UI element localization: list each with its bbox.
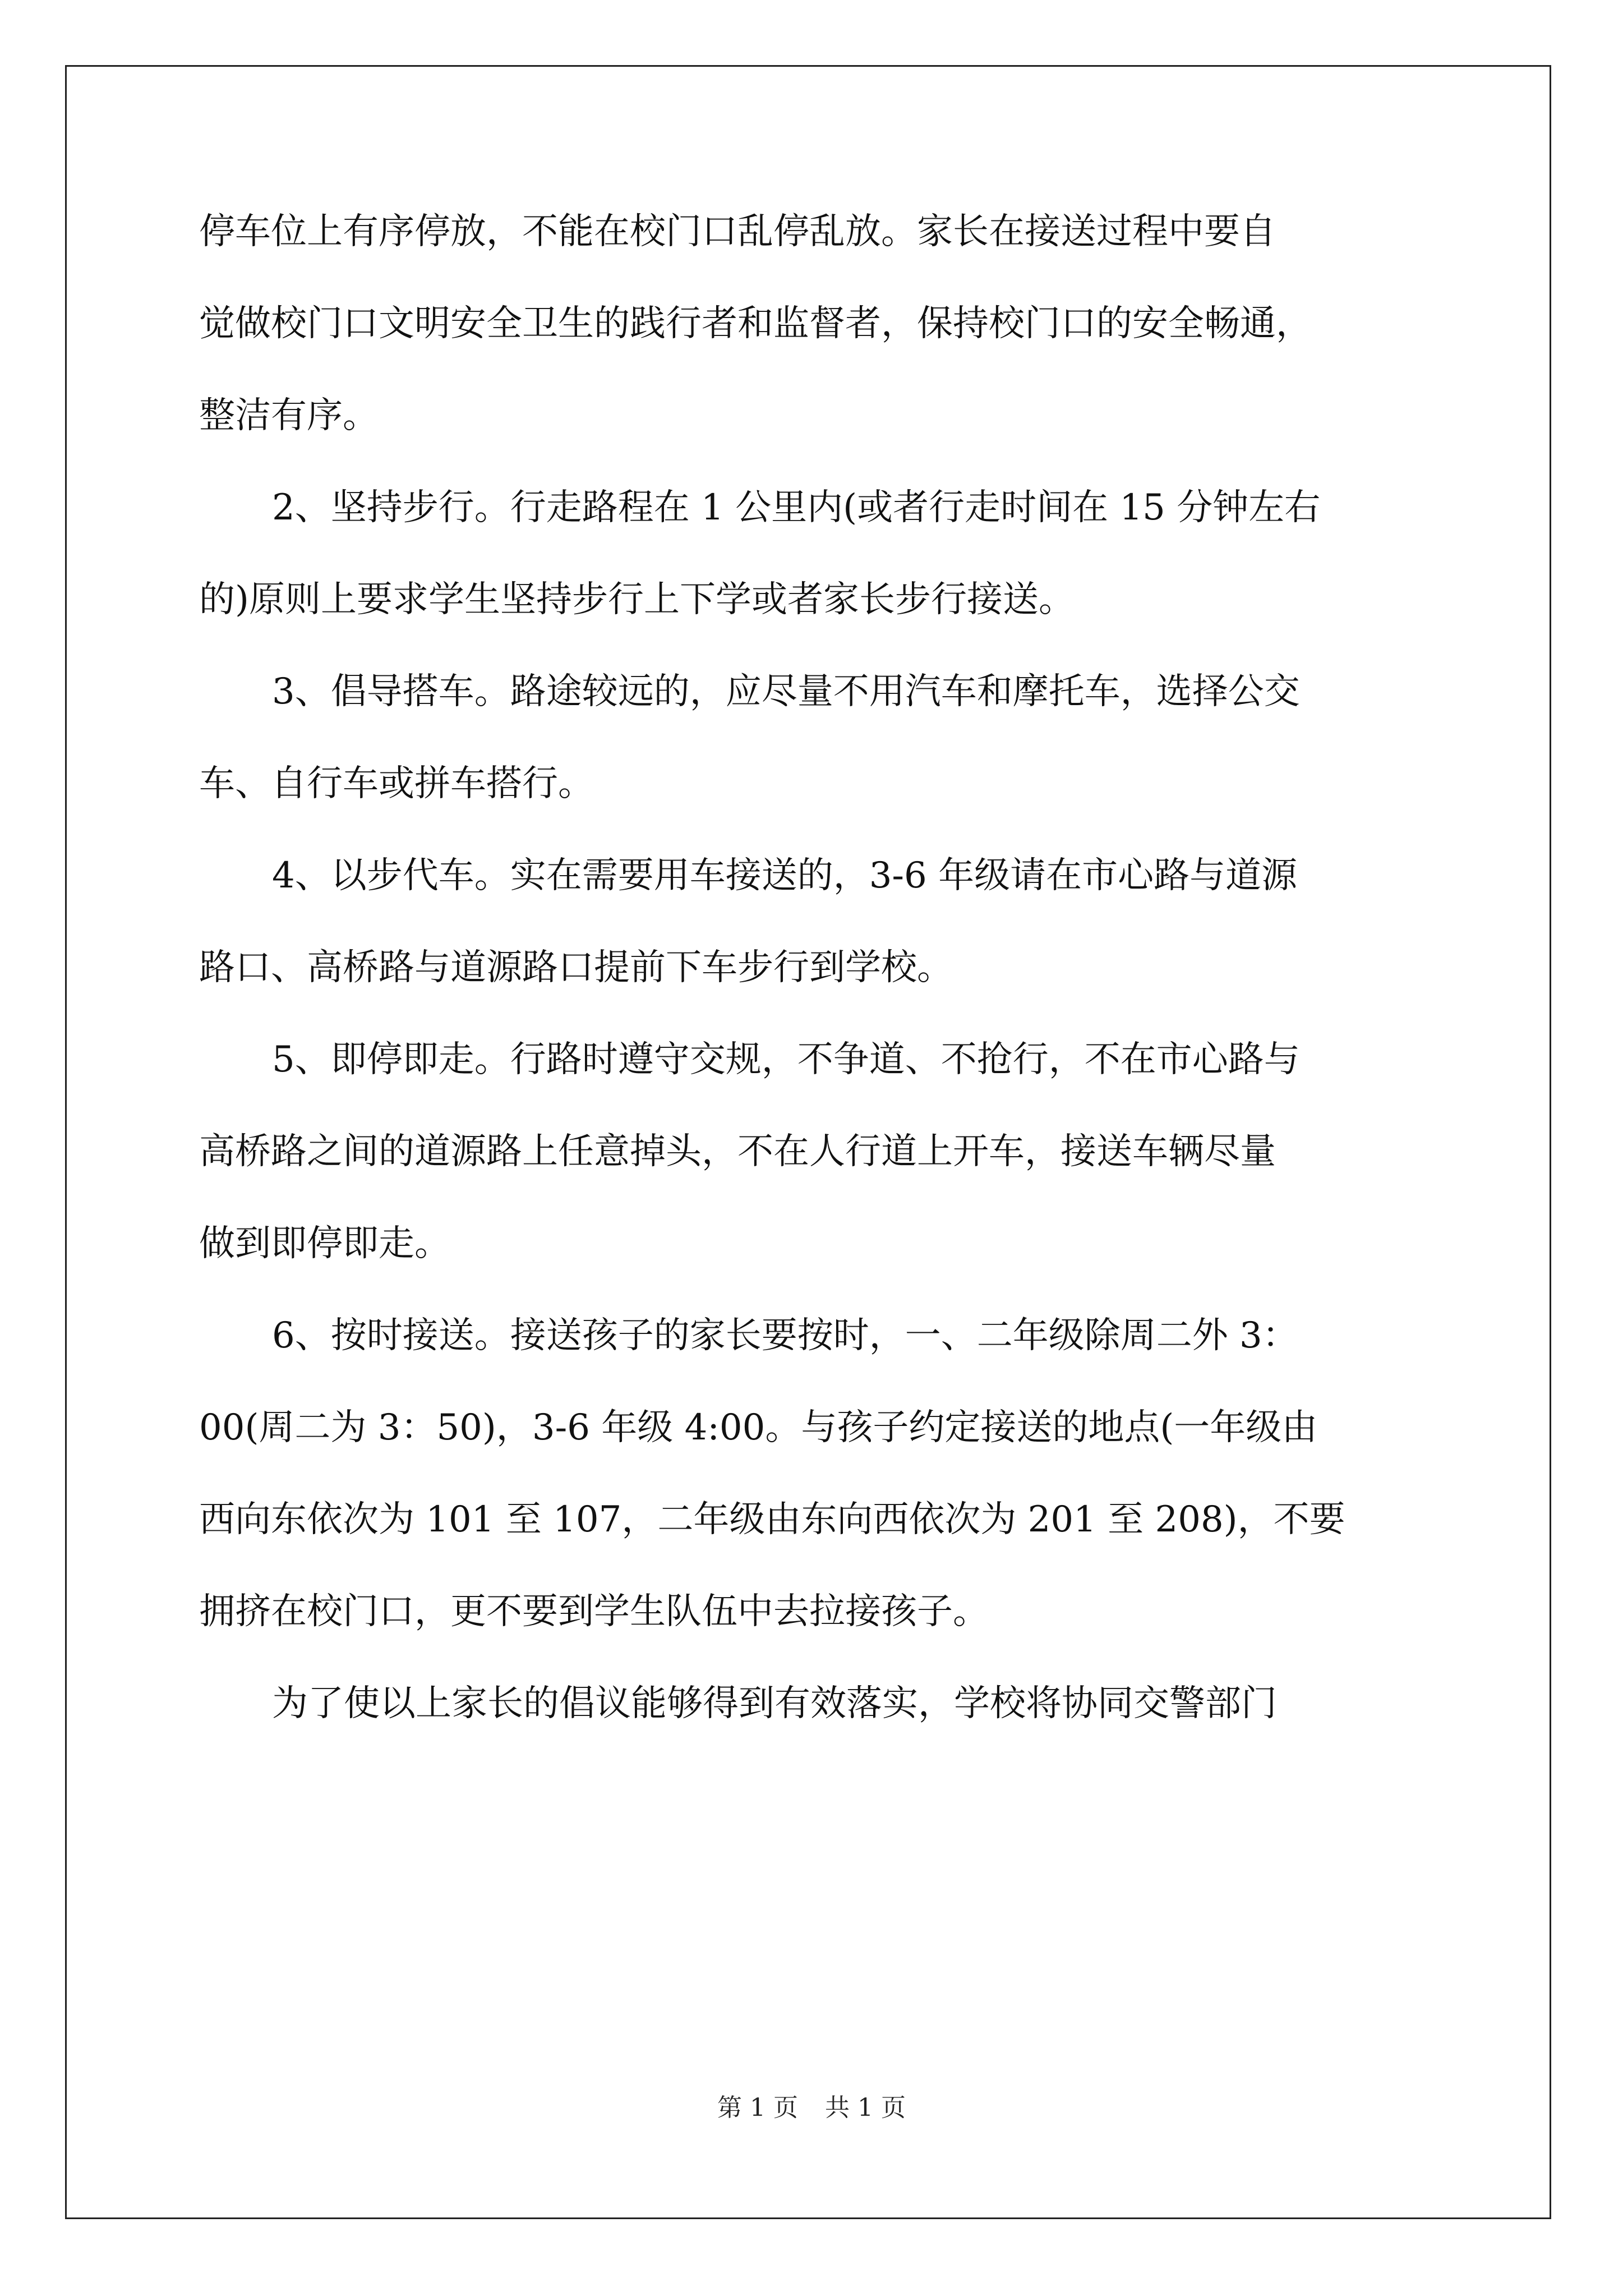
closing-paragraph-line: 为了使以上家长的倡议能够得到有效落实，学校将协同交警部门 bbox=[272, 1683, 1277, 1724]
text-line: 高桥路之间的道源路上任意掉头，不在人行道上开车，接送车辆尽量 bbox=[199, 1131, 1276, 1172]
paragraph-item-2-line: 2、坚持步行。行走路程在 1 公里内(或者行走时间在 15 分钟左右 bbox=[272, 487, 1321, 528]
paragraph-item-3-line: 3、倡导搭车。路途较远的，应尽量不用汽车和摩托车，选择公交 bbox=[272, 671, 1300, 712]
page-total: 共 1 页 bbox=[825, 2093, 906, 2122]
text-line: 停车位上有序停放，不能在校门口乱停乱放。家长在接送过程中要自 bbox=[199, 211, 1276, 252]
document-body bbox=[199, 209, 1430, 1727]
text-line: 做到即停即走。 bbox=[199, 1223, 450, 1264]
text-line: 车、自行车或拼车搭行。 bbox=[199, 763, 594, 804]
text-line: 路口、高桥路与道源路口提前下车步行到学校。 bbox=[199, 947, 953, 988]
text-line: 拥挤在校门口，更不要到学生队伍中去拉接孩子。 bbox=[199, 1591, 989, 1632]
text-line: 00(周二为 3：50)，3-6 年级 4:00。与孩子约定接送的地点(一年级由 bbox=[199, 1407, 1318, 1448]
paragraph-item-6-line: 6、按时接送。接送孩子的家长要按时，一、二年级除周二外 3： bbox=[272, 1315, 1298, 1356]
text-line: 的)原则上要求学生坚持步行上下学或者家长步行接送。 bbox=[199, 579, 1075, 620]
text-line: 整洁有序。 bbox=[199, 395, 379, 436]
paragraph-item-5-line: 5、即停即走。行路时遵守交规，不争道、不抢行，不在市心路与 bbox=[272, 1039, 1300, 1080]
text-line: 西向东依次为 101 至 107，二年级由东向西依次为 201 至 208)，不要 bbox=[199, 1499, 1345, 1540]
text-line: 觉做校门口文明安全卫生的践行者和监督者，保持校门口的安全畅通， bbox=[199, 303, 1312, 344]
page-footer bbox=[0, 2094, 1623, 2122]
paragraph-item-4-line: 4、以步代车。实在需要用车接送的，3-6 年级请在市心路与道源 bbox=[272, 855, 1298, 896]
page-number: 第 1 页 bbox=[717, 2093, 798, 2122]
